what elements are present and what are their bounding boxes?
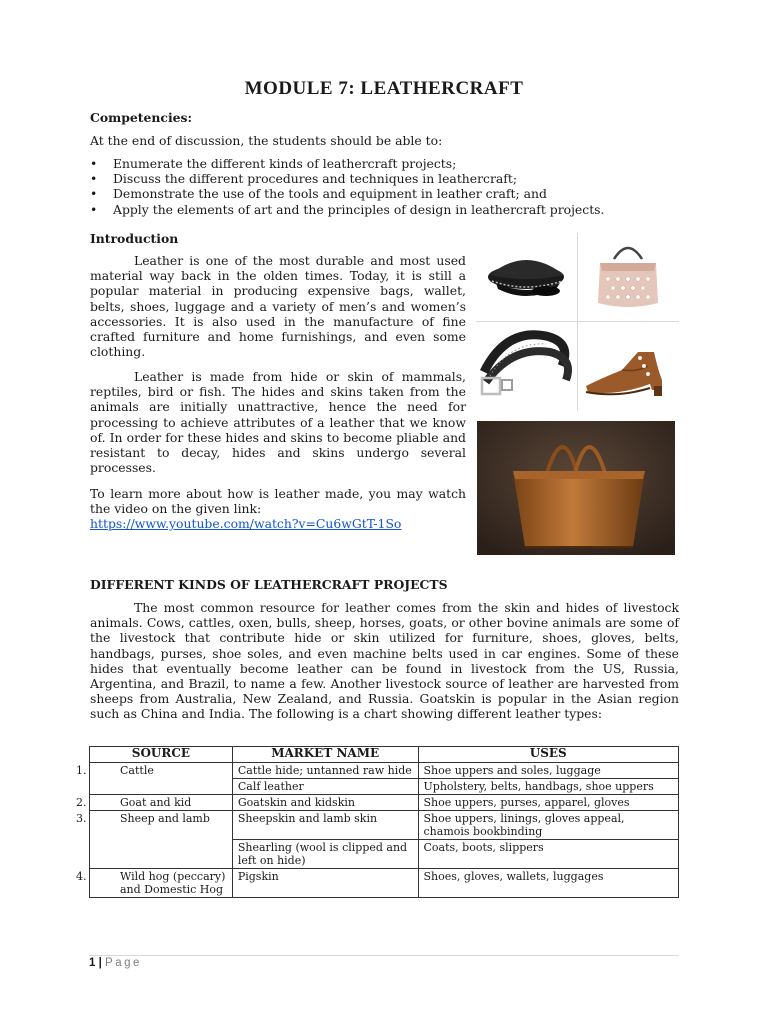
competency-item: • Discuss the different procedures and techniques in leathercraft; — [90, 171, 690, 186]
market-cell: Calf leather — [232, 779, 418, 795]
footer-divider — [89, 955, 679, 956]
table-row — [90, 763, 679, 779]
intro-paragraph-3: To learn more about how is leather made, you may watch the video on the given link: — [90, 486, 466, 517]
source-cell — [76, 811, 233, 869]
table-row — [90, 869, 679, 898]
market-cell: Sheepskin and lamb skin — [232, 811, 418, 840]
source-text: Cattle — [120, 764, 154, 777]
page-label: Page — [105, 957, 142, 969]
page-number: 1 — [89, 957, 96, 969]
row-number: 4. — [76, 870, 87, 883]
source-cell — [76, 869, 233, 898]
table-row — [90, 811, 679, 840]
page-footer — [89, 957, 142, 969]
row-number: 2. — [76, 796, 87, 809]
competency-item: • Apply the elements of art and the principles of design in leathercraft projects. — [90, 202, 690, 217]
table-row — [90, 795, 679, 811]
page-title: MODULE 7: LEATHERCRAFT — [244, 78, 524, 99]
projects-heading: DIFFERENT KINDS OF LEATHERCRAFT PROJECTS — [90, 577, 448, 592]
header-uses: USES — [418, 747, 678, 763]
table-header-row — [90, 747, 679, 763]
market-cell: Pigskin — [232, 869, 418, 898]
competencies-intro: At the end of discussion, the students should be able to: — [90, 133, 443, 148]
header-market-name: MARKET NAME — [232, 747, 418, 763]
studded-handbag-image — [578, 233, 679, 321]
intro-paragraph-1: Leather is one of the most durable and most used material way back in the olden times. Today, it is still a popular material in producing expensive bags, wallet, belts, shoes, luggage and a variety of men’s and women’s accessories. It is also used in the manufacture of fine crafted furniture and home furnishings, and even some clothing. — [90, 253, 466, 360]
leather-shoe-image — [578, 322, 679, 411]
video-link[interactable]: https://www.youtube.com/watch?v=Cu6wGtT-1So — [90, 516, 402, 531]
competencies-heading: Competencies: — [90, 110, 193, 125]
market-cell: Cattle hide; untanned raw hide — [232, 763, 418, 779]
competencies-list — [90, 156, 690, 217]
competency-item: • Demonstrate the use of the tools and equipment in leather craft; and — [90, 186, 690, 201]
source-text: Sheep and lamb — [120, 812, 210, 825]
competency-item: • Enumerate the different kinds of leathercraft projects; — [90, 156, 690, 171]
source-text: Wild hog (peccary) and Domestic Hog — [120, 870, 226, 896]
footer-separator: | — [98, 957, 102, 969]
uses-cell: Shoe uppers, purses, apparel, gloves — [418, 795, 678, 811]
row-number: 1. — [76, 764, 87, 777]
market-cell: Goatskin and kidskin — [232, 795, 418, 811]
uses-cell: Upholstery, belts, handbags, shoe uppers — [418, 779, 678, 795]
uses-cell: Shoe uppers and soles, luggage — [418, 763, 678, 779]
uses-cell: Shoe uppers, linings, gloves appeal, chamois bookbinding — [418, 811, 678, 840]
header-source: SOURCE — [90, 747, 233, 763]
market-cell: Shearling (wool is clipped and left on hide) — [232, 840, 418, 869]
source-text: Goat and kid — [120, 796, 192, 809]
leather-types-table — [76, 746, 679, 898]
leather-cap-image — [476, 233, 577, 321]
tote-bag-image — [477, 421, 675, 555]
uses-cell: Shoes, gloves, wallets, luggages — [418, 869, 678, 898]
intro-paragraph-2: Leather is made from hide or skin of mammals, reptiles, bird or fish. The hides and skins taken from the animals are initially unattractive, hence the need for processing to achieve attributes of a leather that we know of. In order for these hides and skins to become pliable and resistant to decay, hides and skins undergo several processes. — [90, 369, 466, 476]
introduction-heading: Introduction — [90, 231, 179, 246]
source-cell — [76, 795, 233, 811]
projects-paragraph: The most common resource for leather comes from the skin and hides of livestock animals. Cows, cattles, oxen, bulls, sheep, horses, goats, or other bovine animals are some of the livestock that contribute hide or skin utilized for furniture, shoes, gloves, belts, handbags, purses, shoe soles, and even machine belts used in car engines. Some of these hides that eventually become leather can be found in livestock from the US, Russia, Argentina, and Brazil, to name a few. Another livestock source of leather are harvested from sheeps from Australia, New Zealand, and Russia. Goatskin is popular in the Asian region such as China and India. The following is a chart showing different leather types: — [90, 600, 679, 722]
leather-products-collage — [476, 233, 679, 411]
leather-belts-image — [476, 322, 577, 411]
row-number: 3. — [76, 812, 87, 825]
source-cell — [76, 763, 233, 795]
uses-cell: Coats, boots, slippers — [418, 840, 678, 869]
